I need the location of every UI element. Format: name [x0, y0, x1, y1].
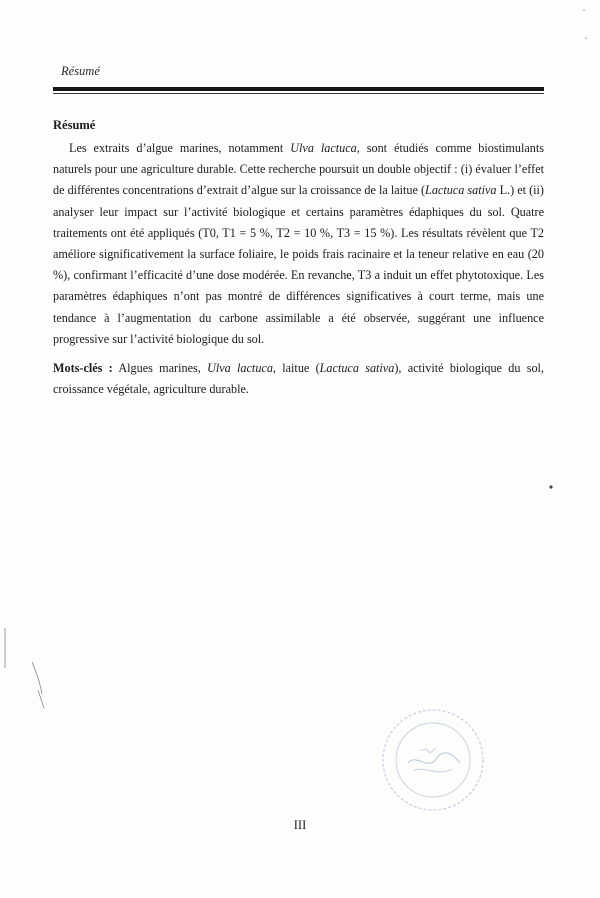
main-content	[53, 118, 544, 400]
page-number: III	[293, 818, 307, 832]
keywords-list	[53, 361, 544, 396]
text-run: Algues marines,	[112, 361, 208, 376]
text-run: L.) et (ii) analyser leur impact sur l’activité biologique et certains paramètres édaphiques du sol. Quatre traitements ont été appliqués (T0, T1 = 5 %, T2 = 10 %, T3 = 15 %). Les résultats révèlent que T2 améliore significativement la surface foliaire, le poids frais racinaire et la teneur relative en eau (20 %), confirmant l’efficacité d’une dose modérée. En revanche, T3 a induit un effet phytotoxique. Les paramètres édaphiques n’ont pas montré de différences significatives à court terme, mais une tendance à l’augmentation du carbone assimilable a été observée, suggérant une influence progressive sur l’activité biologique du sol.	[53, 183, 544, 346]
header-rule	[53, 87, 544, 91]
running-header: Résumé	[61, 64, 100, 78]
species-name: Lactuca sativa	[319, 361, 395, 376]
species-name: Ulva lactuca	[290, 141, 357, 155]
text-run: Les extraits d’algue marines, notamment	[69, 141, 291, 155]
text-run: ), activité biologique du sol, croissance végétale, agriculture durable.	[53, 361, 544, 397]
scan-mark	[30, 660, 50, 710]
species-name: Ulva lactuca	[207, 361, 273, 376]
species-name: Lactuca sativa	[425, 183, 497, 198]
scan-corner-mark	[580, 4, 590, 44]
institution-stamp	[378, 705, 488, 815]
abstract-heading: Résumé	[53, 118, 96, 132]
text-run: , laitue (	[272, 361, 320, 376]
text-run: , sont étudiés comme biostimulants naturels pour une agriculture durable. Cette recherche poursuit un double objectif : (i) évaluer l’effet de différentes concentrations d’extrait d’algue sur la croissance de la laitue (	[53, 141, 544, 198]
header-rule-thin	[53, 93, 544, 94]
scan-mark-edge	[2, 628, 10, 668]
keywords-label: Mots-clés :	[53, 361, 113, 376]
keywords-block	[53, 358, 544, 400]
abstract-body	[53, 138, 544, 350]
scan-dot	[548, 484, 554, 490]
